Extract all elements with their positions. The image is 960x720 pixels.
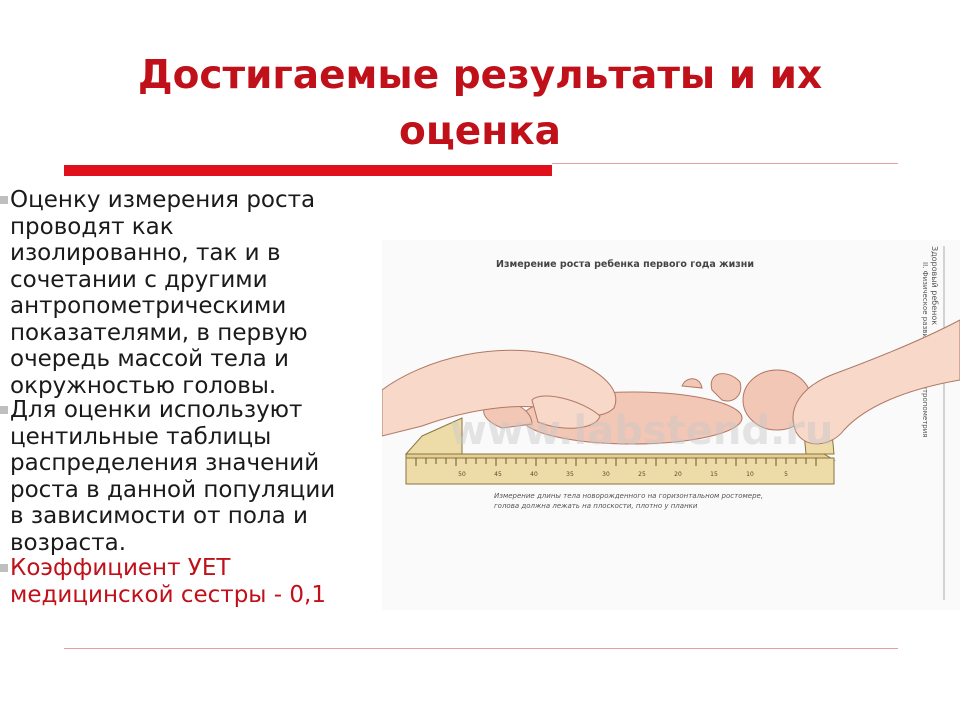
watermark-text: www.labstend.ru [450,408,834,454]
ruler-tick-label: 45 [494,471,502,478]
text-line: в зависимости от пола и [10,503,308,529]
text-line: роста в данной популяции [10,476,336,503]
ruler-tick-label: 30 [602,471,610,478]
text-line: распределения значений [10,450,320,476]
bullet-marker [0,406,8,414]
title-line-2: оценка [399,109,561,154]
text-line: антропометрическими [10,293,287,319]
text-line: Коэффициент УЕТ [10,555,231,581]
ruler-tick-label: 50 [458,471,466,478]
text-line: проводят как [10,213,174,240]
figure-caption-bottom-2: голова должна лежать на плоскости, плотно у планки [494,502,698,510]
bullet-marker [0,564,8,572]
figure-side-label-1: Здоровый ребенок [930,246,939,326]
baby-height-measurement-illustration [382,240,960,610]
text-line: Оценку измерения роста [10,187,316,213]
ruler-tick-label: 35 [566,471,574,478]
slide-title [40,48,920,160]
text-line: показателями, в первую [10,319,308,346]
baby-hand [682,379,702,388]
baby-arm [711,374,741,401]
ruler-tick-label: 5 [784,471,788,478]
figure-caption-top: Измерение роста ребенка первого года жизни [496,259,754,270]
ruler-tick-label: 25 [638,471,646,478]
footer-rule [64,648,898,649]
text-line: Для оценки используют [10,397,303,423]
ruler-tick-label: 20 [674,471,682,478]
figure-caption-bottom-1: Измерение длины тела новорожденного на горизонтальном ростомере, [494,492,764,500]
paragraph-2 [10,397,335,556]
bullet-marker [0,196,8,204]
text-line: сочетании с другими [10,266,268,293]
text-line: центильные таблицы [10,423,272,450]
ruler-tick-label: 10 [746,471,754,478]
title-underline-thick [64,165,552,176]
title-underline-thin [552,163,898,164]
text-line: медицинской сестры - 0,1 [10,581,326,608]
text-line: изолированно, так и в [10,240,281,266]
text-line: очередь массой тела и [10,346,289,372]
text-line: окружностью головы. [10,372,277,399]
ruler-tick-label: 15 [710,471,718,478]
illustration-svg [382,240,960,610]
paragraph-1 [10,187,315,399]
title-line-1: Достигаемые результаты и их [137,53,823,98]
paragraph-3 [10,555,326,608]
text-line: возраста. [10,529,126,556]
ruler-tick-label: 40 [530,471,538,478]
stadiometer-ruler [406,458,834,484]
